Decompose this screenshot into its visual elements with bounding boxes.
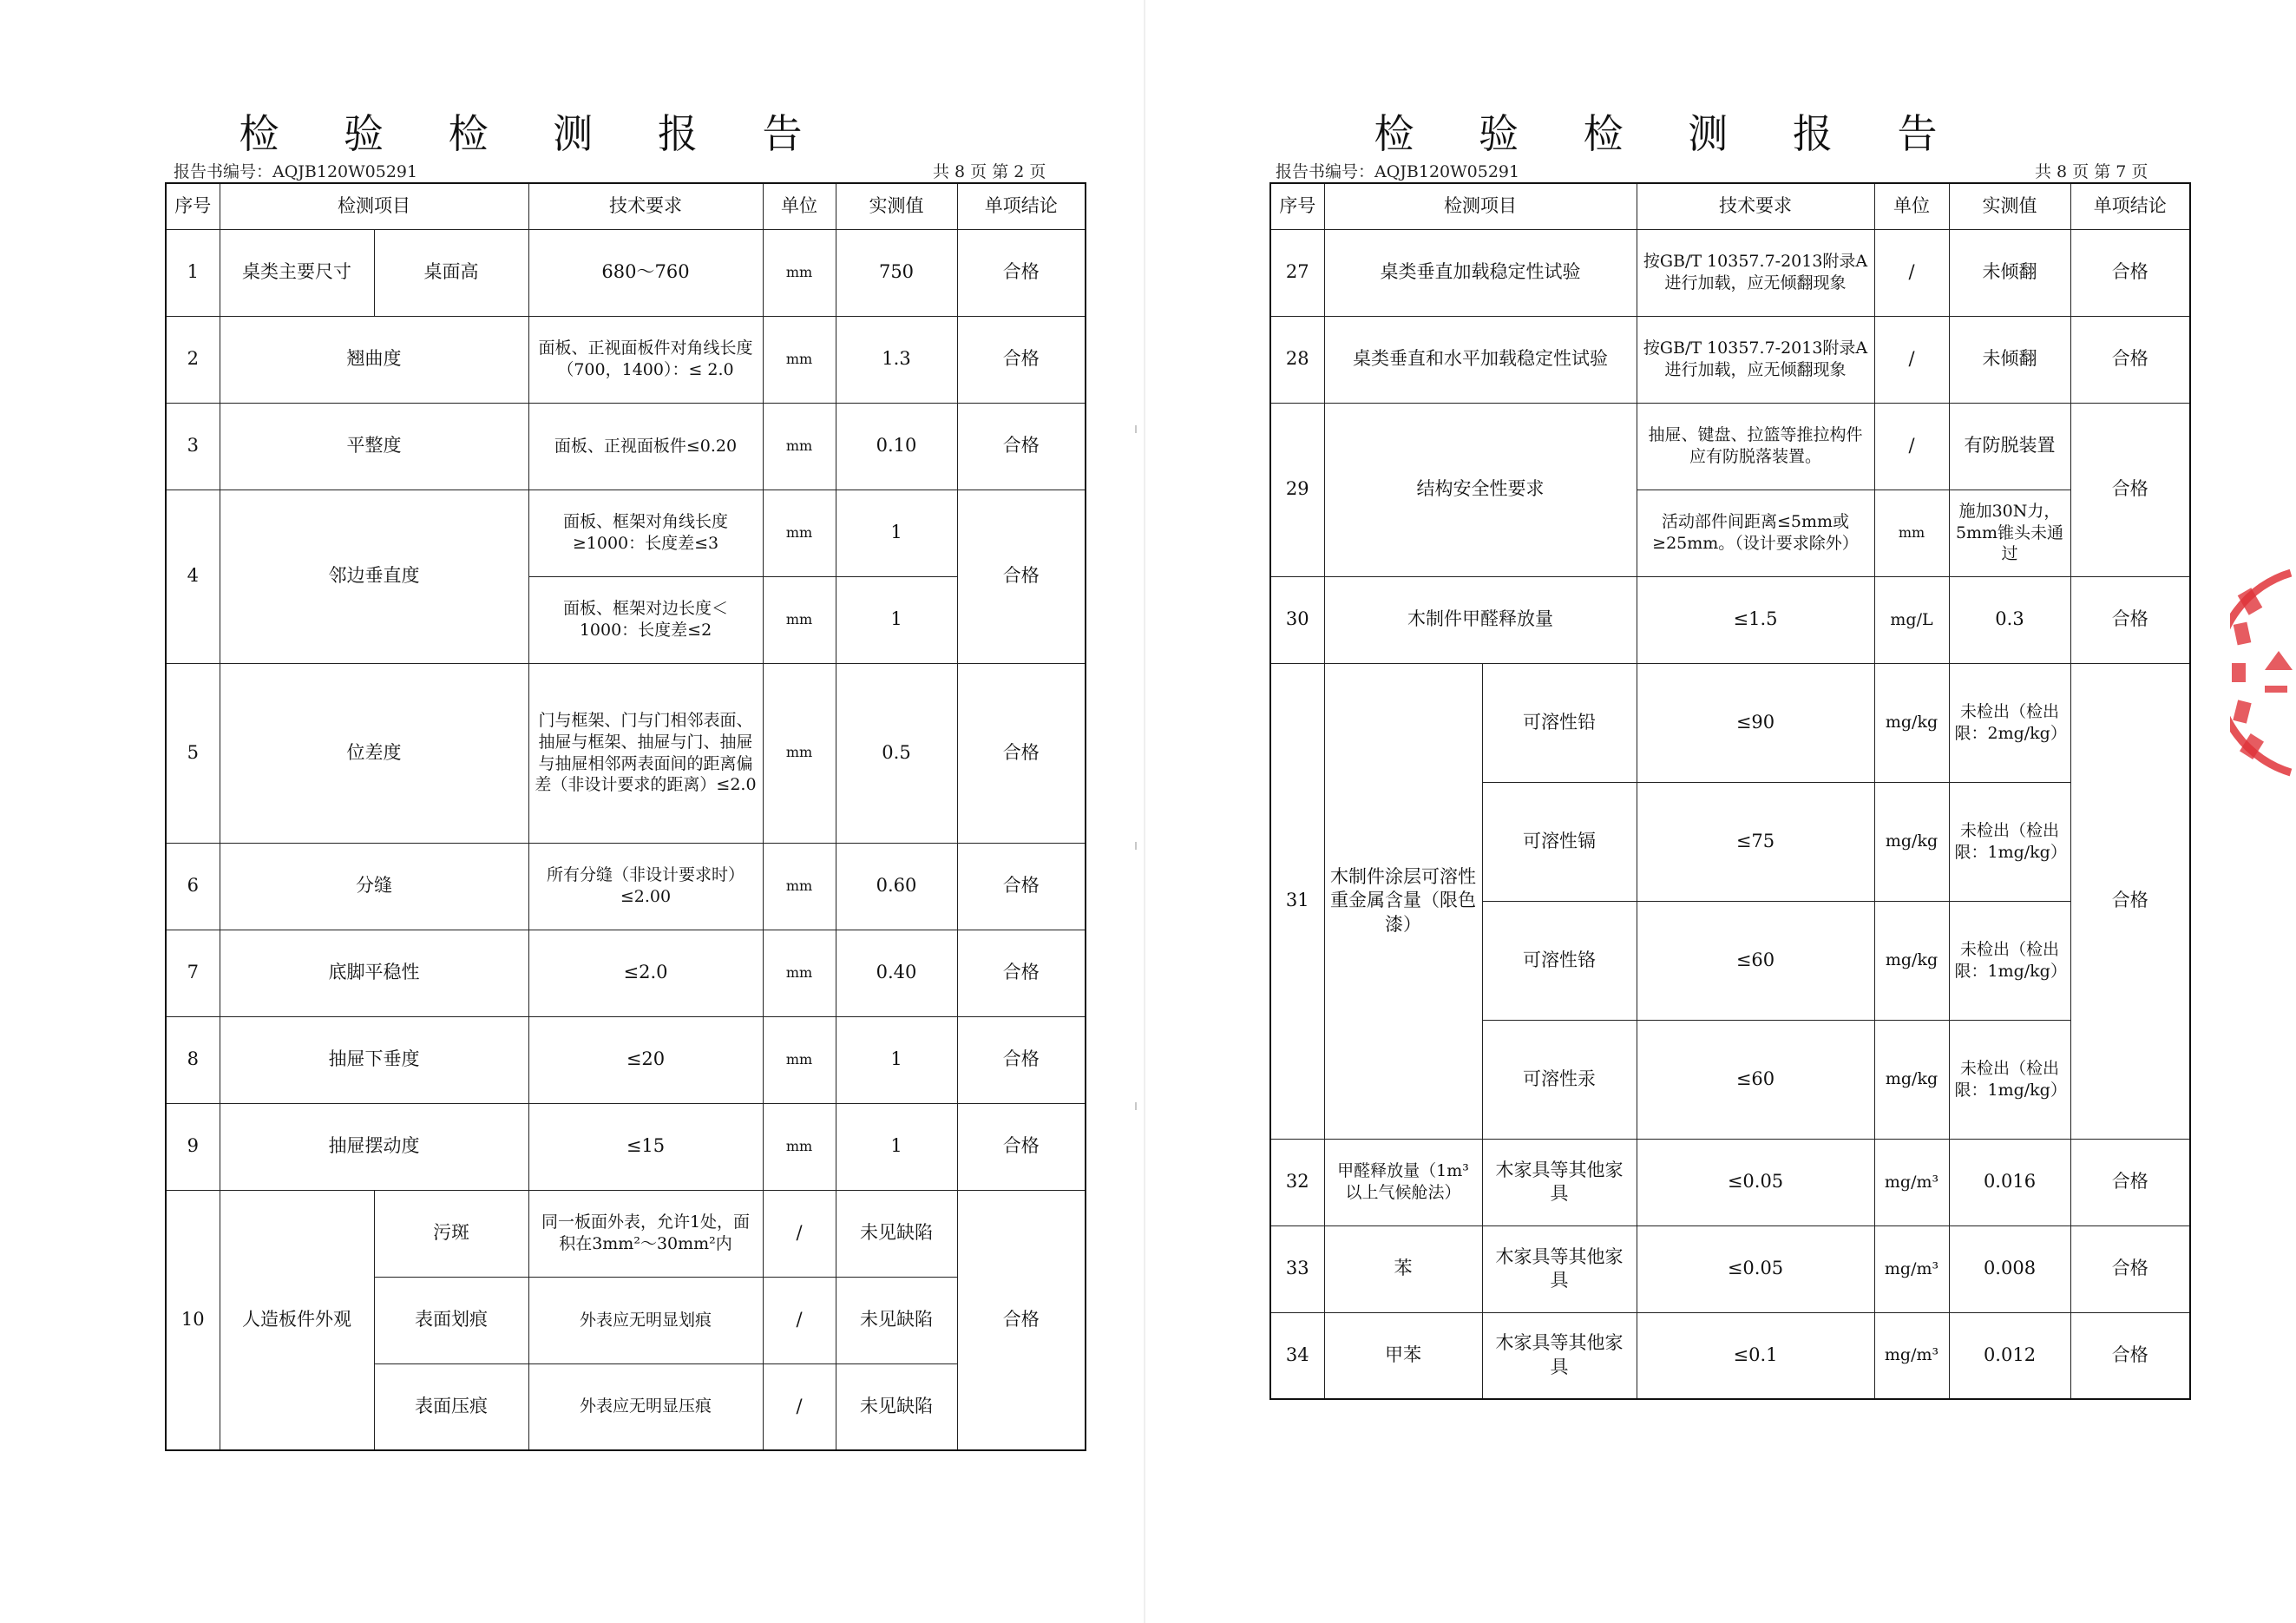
- item-main: 人造板件外观: [220, 1190, 374, 1450]
- measured-value: 1.3: [836, 316, 957, 403]
- conclusion: 合格: [957, 1190, 1086, 1450]
- unit: /: [1874, 229, 1949, 316]
- report-page-right: [1145, 0, 2296, 1623]
- requirement: ≤1.5: [1637, 576, 1874, 663]
- item-main: 甲苯: [1324, 1312, 1482, 1399]
- report-page-left: [0, 0, 1137, 1623]
- conclusion: 合格: [957, 403, 1086, 490]
- item-sub: 木家具等其他家具: [1482, 1139, 1637, 1225]
- measured-value: 未倾翻: [1949, 229, 2070, 316]
- conclusion: 合格: [957, 843, 1086, 930]
- header-requirement: 技术要求: [1637, 183, 1874, 229]
- unit: mg/kg: [1874, 663, 1949, 782]
- item-sub: 可溶性汞: [1482, 1020, 1637, 1139]
- row-no: 3: [166, 403, 220, 490]
- measured-value: 0.10: [836, 403, 957, 490]
- requirement: 面板、正视面板件≤0.20: [528, 403, 763, 490]
- table-row: [1270, 576, 2190, 663]
- conclusion: 合格: [957, 1016, 1086, 1103]
- item-sub: 表面划痕: [374, 1277, 528, 1363]
- requirement: ≤75: [1637, 782, 1874, 901]
- requirement: ≤60: [1637, 901, 1874, 1020]
- row-no: 9: [166, 1103, 220, 1190]
- unit: /: [763, 1363, 836, 1450]
- measured-value: 0.008: [1949, 1225, 2070, 1312]
- requirement: 按GB/T 10357.7-2013附录A进行加载，应无倾翻现象: [1637, 229, 1874, 316]
- requirement: 活动部件间距离≤5mm或≥25mm。（设计要求除外）: [1637, 490, 1874, 576]
- unit: mg/m³: [1874, 1312, 1949, 1399]
- unit: /: [763, 1277, 836, 1363]
- item-sub: 可溶性铬: [1482, 901, 1637, 1020]
- requirement: 抽屉、键盘、拉篮等推拉构件应有防脱落装置。: [1637, 403, 1874, 490]
- measured-value: 未见缺陷: [836, 1277, 957, 1363]
- measured-value: 1: [836, 1103, 957, 1190]
- unit: /: [763, 1190, 836, 1277]
- item: 抽屉下垂度: [220, 1016, 528, 1103]
- measured-value: 0.40: [836, 930, 957, 1016]
- conclusion: 合格: [957, 663, 1086, 843]
- requirement: ≤90: [1637, 663, 1874, 782]
- table-row: [166, 1190, 1086, 1277]
- item-sub: 木家具等其他家具: [1482, 1225, 1637, 1312]
- item-sub: 木家具等其他家具: [1482, 1312, 1637, 1399]
- unit: /: [1874, 316, 1949, 403]
- requirement: 所有分缝（非设计要求时）≤2.00: [528, 843, 763, 930]
- item-main: 桌类主要尺寸: [220, 229, 374, 316]
- item-main: 甲醛释放量（1m³以上气候舱法）: [1324, 1139, 1482, 1225]
- row-no: 1: [166, 229, 220, 316]
- edge-mark: [1135, 425, 1137, 433]
- conclusion: 合格: [2070, 1139, 2190, 1225]
- item-main: 木制件涂层可溶性重金属含量（限色漆）: [1324, 663, 1482, 1139]
- unit: mg/m³: [1874, 1139, 1949, 1225]
- row-no: 10: [166, 1190, 220, 1450]
- conclusion: 合格: [2070, 663, 2190, 1139]
- requirement: ≤0.05: [1637, 1139, 1874, 1225]
- unit: mm: [763, 229, 836, 316]
- row-no: 34: [1270, 1312, 1324, 1399]
- measured-value: 施加30N力，5mm锥头未通过: [1949, 490, 2070, 576]
- conclusion: 合格: [2070, 403, 2190, 576]
- item-sub: 污斑: [374, 1190, 528, 1277]
- item: 位差度: [220, 663, 528, 843]
- requirement: 面板、正视面板件对角线长度（700，1400）：≤ 2.0: [528, 316, 763, 403]
- requirement: ≤0.05: [1637, 1225, 1874, 1312]
- item: 邻边垂直度: [220, 490, 528, 663]
- table-row: [1270, 229, 2190, 316]
- row-no: 31: [1270, 663, 1324, 1139]
- page-counter: 共 8 页 第 7 页: [2035, 162, 2148, 181]
- header-unit: 单位: [763, 183, 836, 229]
- header-unit: 单位: [1874, 183, 1949, 229]
- table-row: [1270, 1312, 2190, 1399]
- requirement: 面板、框架对边长度＜1000：长度差≤2: [528, 576, 763, 663]
- conclusion: 合格: [957, 229, 1086, 316]
- measured-value: 未倾翻: [1949, 316, 2070, 403]
- unit: mg/kg: [1874, 782, 1949, 901]
- row-no: 7: [166, 930, 220, 1016]
- table-header-row: [1270, 183, 2190, 229]
- table-row: [166, 1016, 1086, 1103]
- requirement: 外表应无明显压痕: [528, 1363, 763, 1450]
- header-requirement: 技术要求: [528, 183, 763, 229]
- unit: mm: [763, 316, 836, 403]
- measured-value: 1: [836, 576, 957, 663]
- unit: mm: [763, 576, 836, 663]
- measured-value: 1: [836, 490, 957, 576]
- header-item: 检测项目: [1324, 183, 1637, 229]
- row-no: 4: [166, 490, 220, 663]
- edge-mark: [1135, 842, 1137, 850]
- conclusion: 合格: [2070, 1312, 2190, 1399]
- item-sub: 可溶性铅: [1482, 663, 1637, 782]
- measured-value: 未见缺陷: [836, 1363, 957, 1450]
- row-no: 5: [166, 663, 220, 843]
- row-no: 2: [166, 316, 220, 403]
- table-row: [1270, 403, 2190, 490]
- report-number: 报告书编号：AQJB120W05291: [174, 162, 418, 181]
- header-no: 序号: [166, 183, 220, 229]
- edge-mark: [1135, 1102, 1137, 1110]
- table-header-row: [166, 183, 1086, 229]
- conclusion: 合格: [2070, 576, 2190, 663]
- item: 分缝: [220, 843, 528, 930]
- measured-value: 未检出（检出限：1mg/kg）: [1949, 782, 2070, 901]
- measured-value: 0.3: [1949, 576, 2070, 663]
- row-no: 28: [1270, 316, 1324, 403]
- conclusion: 合格: [2070, 316, 2190, 403]
- unit: mm: [763, 1016, 836, 1103]
- header-conclusion: 单项结论: [957, 183, 1086, 229]
- table-row: [166, 1103, 1086, 1190]
- measured-value: 有防脱装置: [1949, 403, 2070, 490]
- row-no: 27: [1270, 229, 1324, 316]
- measured-value: 未检出（检出限：2mg/kg）: [1949, 663, 2070, 782]
- requirement: ≤0.1: [1637, 1312, 1874, 1399]
- requirement: 同一板面外表，允许1处，面积在3mm²～30mm²内: [528, 1190, 763, 1277]
- conclusion: 合格: [957, 1103, 1086, 1190]
- table-row: [166, 316, 1086, 403]
- report-number: 报告书编号：AQJB120W05291: [1276, 162, 1520, 181]
- measured-value: 750: [836, 229, 957, 316]
- item-sub: 桌面高: [374, 229, 528, 316]
- unit: mm: [763, 930, 836, 1016]
- table-row: [1270, 663, 2190, 782]
- item: 翘曲度: [220, 316, 528, 403]
- conclusion: 合格: [957, 316, 1086, 403]
- requirement: 按GB/T 10357.7-2013附录A进行加载，应无倾翻现象: [1637, 316, 1874, 403]
- item: 木制件甲醛释放量: [1324, 576, 1637, 663]
- unit: mm: [763, 403, 836, 490]
- measured-value: 未检出（检出限：1mg/kg）: [1949, 901, 2070, 1020]
- requirement: 外表应无明显划痕: [528, 1277, 763, 1363]
- table-row: [166, 229, 1086, 316]
- row-no: 33: [1270, 1225, 1324, 1312]
- table-row: [1270, 316, 2190, 403]
- unit: mg/L: [1874, 576, 1949, 663]
- measured-value: 0.5: [836, 663, 957, 843]
- inspection-table-right: [1269, 182, 2191, 1400]
- item: 桌类垂直和水平加载稳定性试验: [1324, 316, 1637, 403]
- unit: mg/kg: [1874, 1020, 1949, 1139]
- unit: mm: [1874, 490, 1949, 576]
- measured-value: 0.012: [1949, 1312, 2070, 1399]
- table-row: [166, 930, 1086, 1016]
- item: 抽屉摆动度: [220, 1103, 528, 1190]
- table-row: [166, 663, 1086, 843]
- requirement: ≤20: [528, 1016, 763, 1103]
- requirement: 门与框架、门与门相邻表面、抽屉与框架、抽屉与门、抽屉与抽屉相邻两表面间的距离偏差（非设计要求的距离）≤2.0: [528, 663, 763, 843]
- item-sub: 可溶性镉: [1482, 782, 1637, 901]
- row-no: 29: [1270, 403, 1324, 576]
- table-row: [1270, 1225, 2190, 1312]
- item: 平整度: [220, 403, 528, 490]
- conclusion: 合格: [957, 930, 1086, 1016]
- row-no: 8: [166, 1016, 220, 1103]
- measured-value: 1: [836, 1016, 957, 1103]
- inspection-table-left: [165, 182, 1086, 1451]
- unit: mm: [763, 663, 836, 843]
- item: 桌类垂直加载稳定性试验: [1324, 229, 1637, 316]
- header-no: 序号: [1270, 183, 1324, 229]
- item: 结构安全性要求: [1324, 403, 1637, 576]
- table-row: [166, 843, 1086, 930]
- measured-value: 未检出（检出限：1mg/kg）: [1949, 1020, 2070, 1139]
- measured-value: 未见缺陷: [836, 1190, 957, 1277]
- page-counter: 共 8 页 第 2 页: [933, 162, 1046, 181]
- header-conclusion: 单项结论: [2070, 183, 2190, 229]
- conclusion: 合格: [957, 490, 1086, 663]
- row-no: 32: [1270, 1139, 1324, 1225]
- unit: /: [1874, 403, 1949, 490]
- header-measured: 实测值: [1949, 183, 2070, 229]
- requirement: 680～760: [528, 229, 763, 316]
- conclusion: 合格: [2070, 229, 2190, 316]
- unit: mg/kg: [1874, 901, 1949, 1020]
- header-measured: 实测值: [836, 183, 957, 229]
- requirement: ≤60: [1637, 1020, 1874, 1139]
- item: 底脚平稳性: [220, 930, 528, 1016]
- measured-value: 0.60: [836, 843, 957, 930]
- requirement: ≤15: [528, 1103, 763, 1190]
- requirement: ≤2.0: [528, 930, 763, 1016]
- page-title: 检 验 检 测 报 告: [1374, 110, 1964, 157]
- row-no: 6: [166, 843, 220, 930]
- measured-value: 0.016: [1949, 1139, 2070, 1225]
- item-sub: 表面压痕: [374, 1363, 528, 1450]
- header-item: 检测项目: [220, 183, 528, 229]
- item-main: 苯: [1324, 1225, 1482, 1312]
- page-title: 检 验 检 测 报 告: [239, 110, 829, 157]
- table-row: [166, 403, 1086, 490]
- table-row: [1270, 1139, 2190, 1225]
- table-row: [166, 490, 1086, 576]
- row-no: 30: [1270, 576, 1324, 663]
- unit: mm: [763, 490, 836, 576]
- unit: mm: [763, 1103, 836, 1190]
- requirement: 面板、框架对角线长度≥1000：长度差≤3: [528, 490, 763, 576]
- unit: mg/m³: [1874, 1225, 1949, 1312]
- conclusion: 合格: [2070, 1225, 2190, 1312]
- unit: mm: [763, 843, 836, 930]
